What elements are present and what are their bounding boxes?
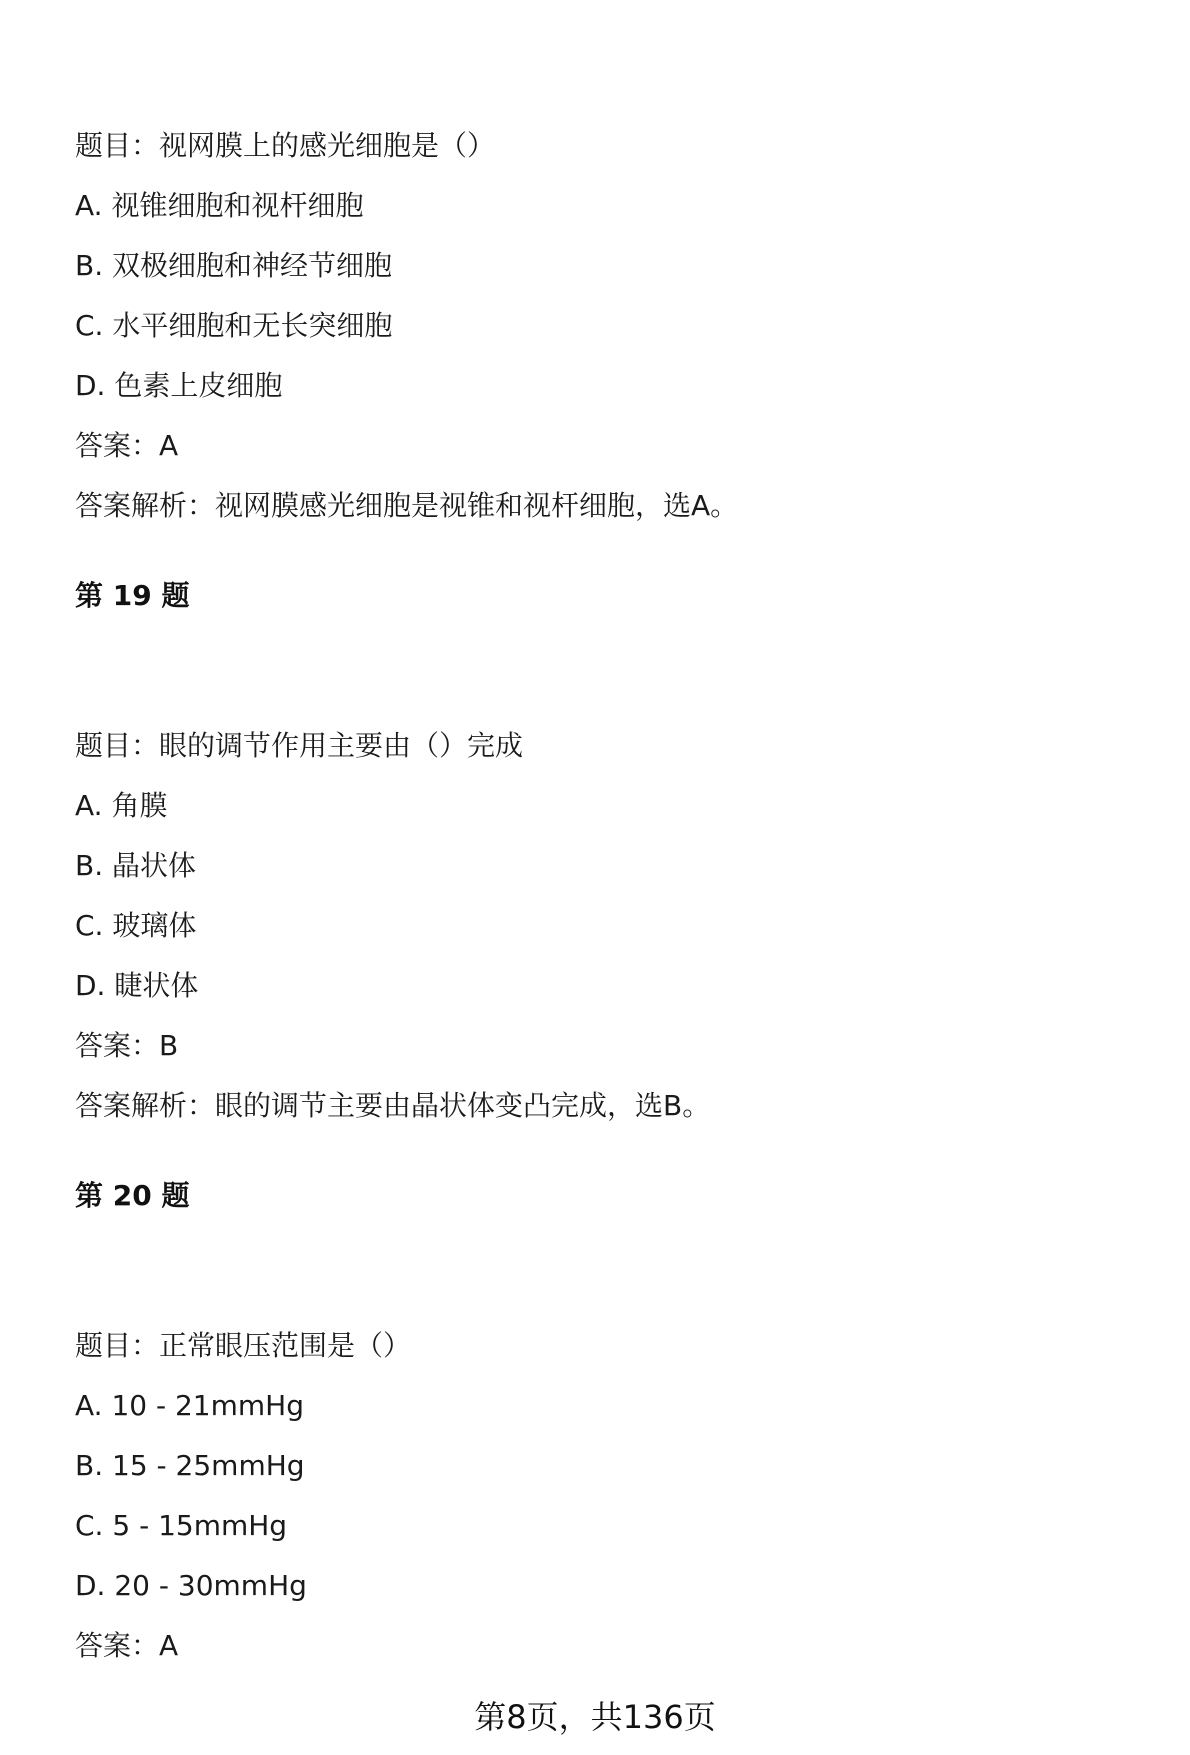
- page-number-footer: 第8页，共136页: [474, 1698, 716, 1736]
- answer: 答案：A: [75, 1629, 179, 1662]
- answer-explanation: 答案解析：眼的调节主要由晶状体变凸完成，选B。: [75, 1089, 711, 1122]
- question-text: 题目：眼的调节作用主要由（）完成: [75, 729, 524, 762]
- answer: 答案：B: [75, 1029, 179, 1062]
- option-c: C. 玻璃体: [75, 909, 197, 942]
- answer: 答案：A: [75, 429, 179, 462]
- question-heading: 第 20 题: [75, 1179, 190, 1212]
- question-heading: 第 19 题: [75, 579, 190, 612]
- option-a: A. 10 - 21mmHg: [75, 1389, 305, 1422]
- option-c: C. 水平细胞和无长突细胞: [75, 309, 393, 342]
- option-d: D. 20 - 30mmHg: [75, 1569, 307, 1602]
- option-a: A. 视锥细胞和视杆细胞: [75, 189, 364, 222]
- option-a: A. 角膜: [75, 789, 168, 822]
- option-b: B. 晶状体: [75, 849, 197, 882]
- option-b: B. 双极细胞和神经节细胞: [75, 249, 393, 282]
- option-d: D. 睫状体: [75, 969, 199, 1002]
- answer-explanation: 答案解析：视网膜感光细胞是视锥和视杆细胞，选A。: [75, 489, 739, 522]
- option-d: D. 色素上皮细胞: [75, 369, 283, 402]
- question-text: 题目：视网膜上的感光细胞是（）: [75, 129, 496, 162]
- option-c: C. 5 - 15mmHg: [75, 1509, 288, 1542]
- option-b: B. 15 - 25mmHg: [75, 1449, 305, 1482]
- question-text: 题目：正常眼压范围是（）: [75, 1329, 412, 1362]
